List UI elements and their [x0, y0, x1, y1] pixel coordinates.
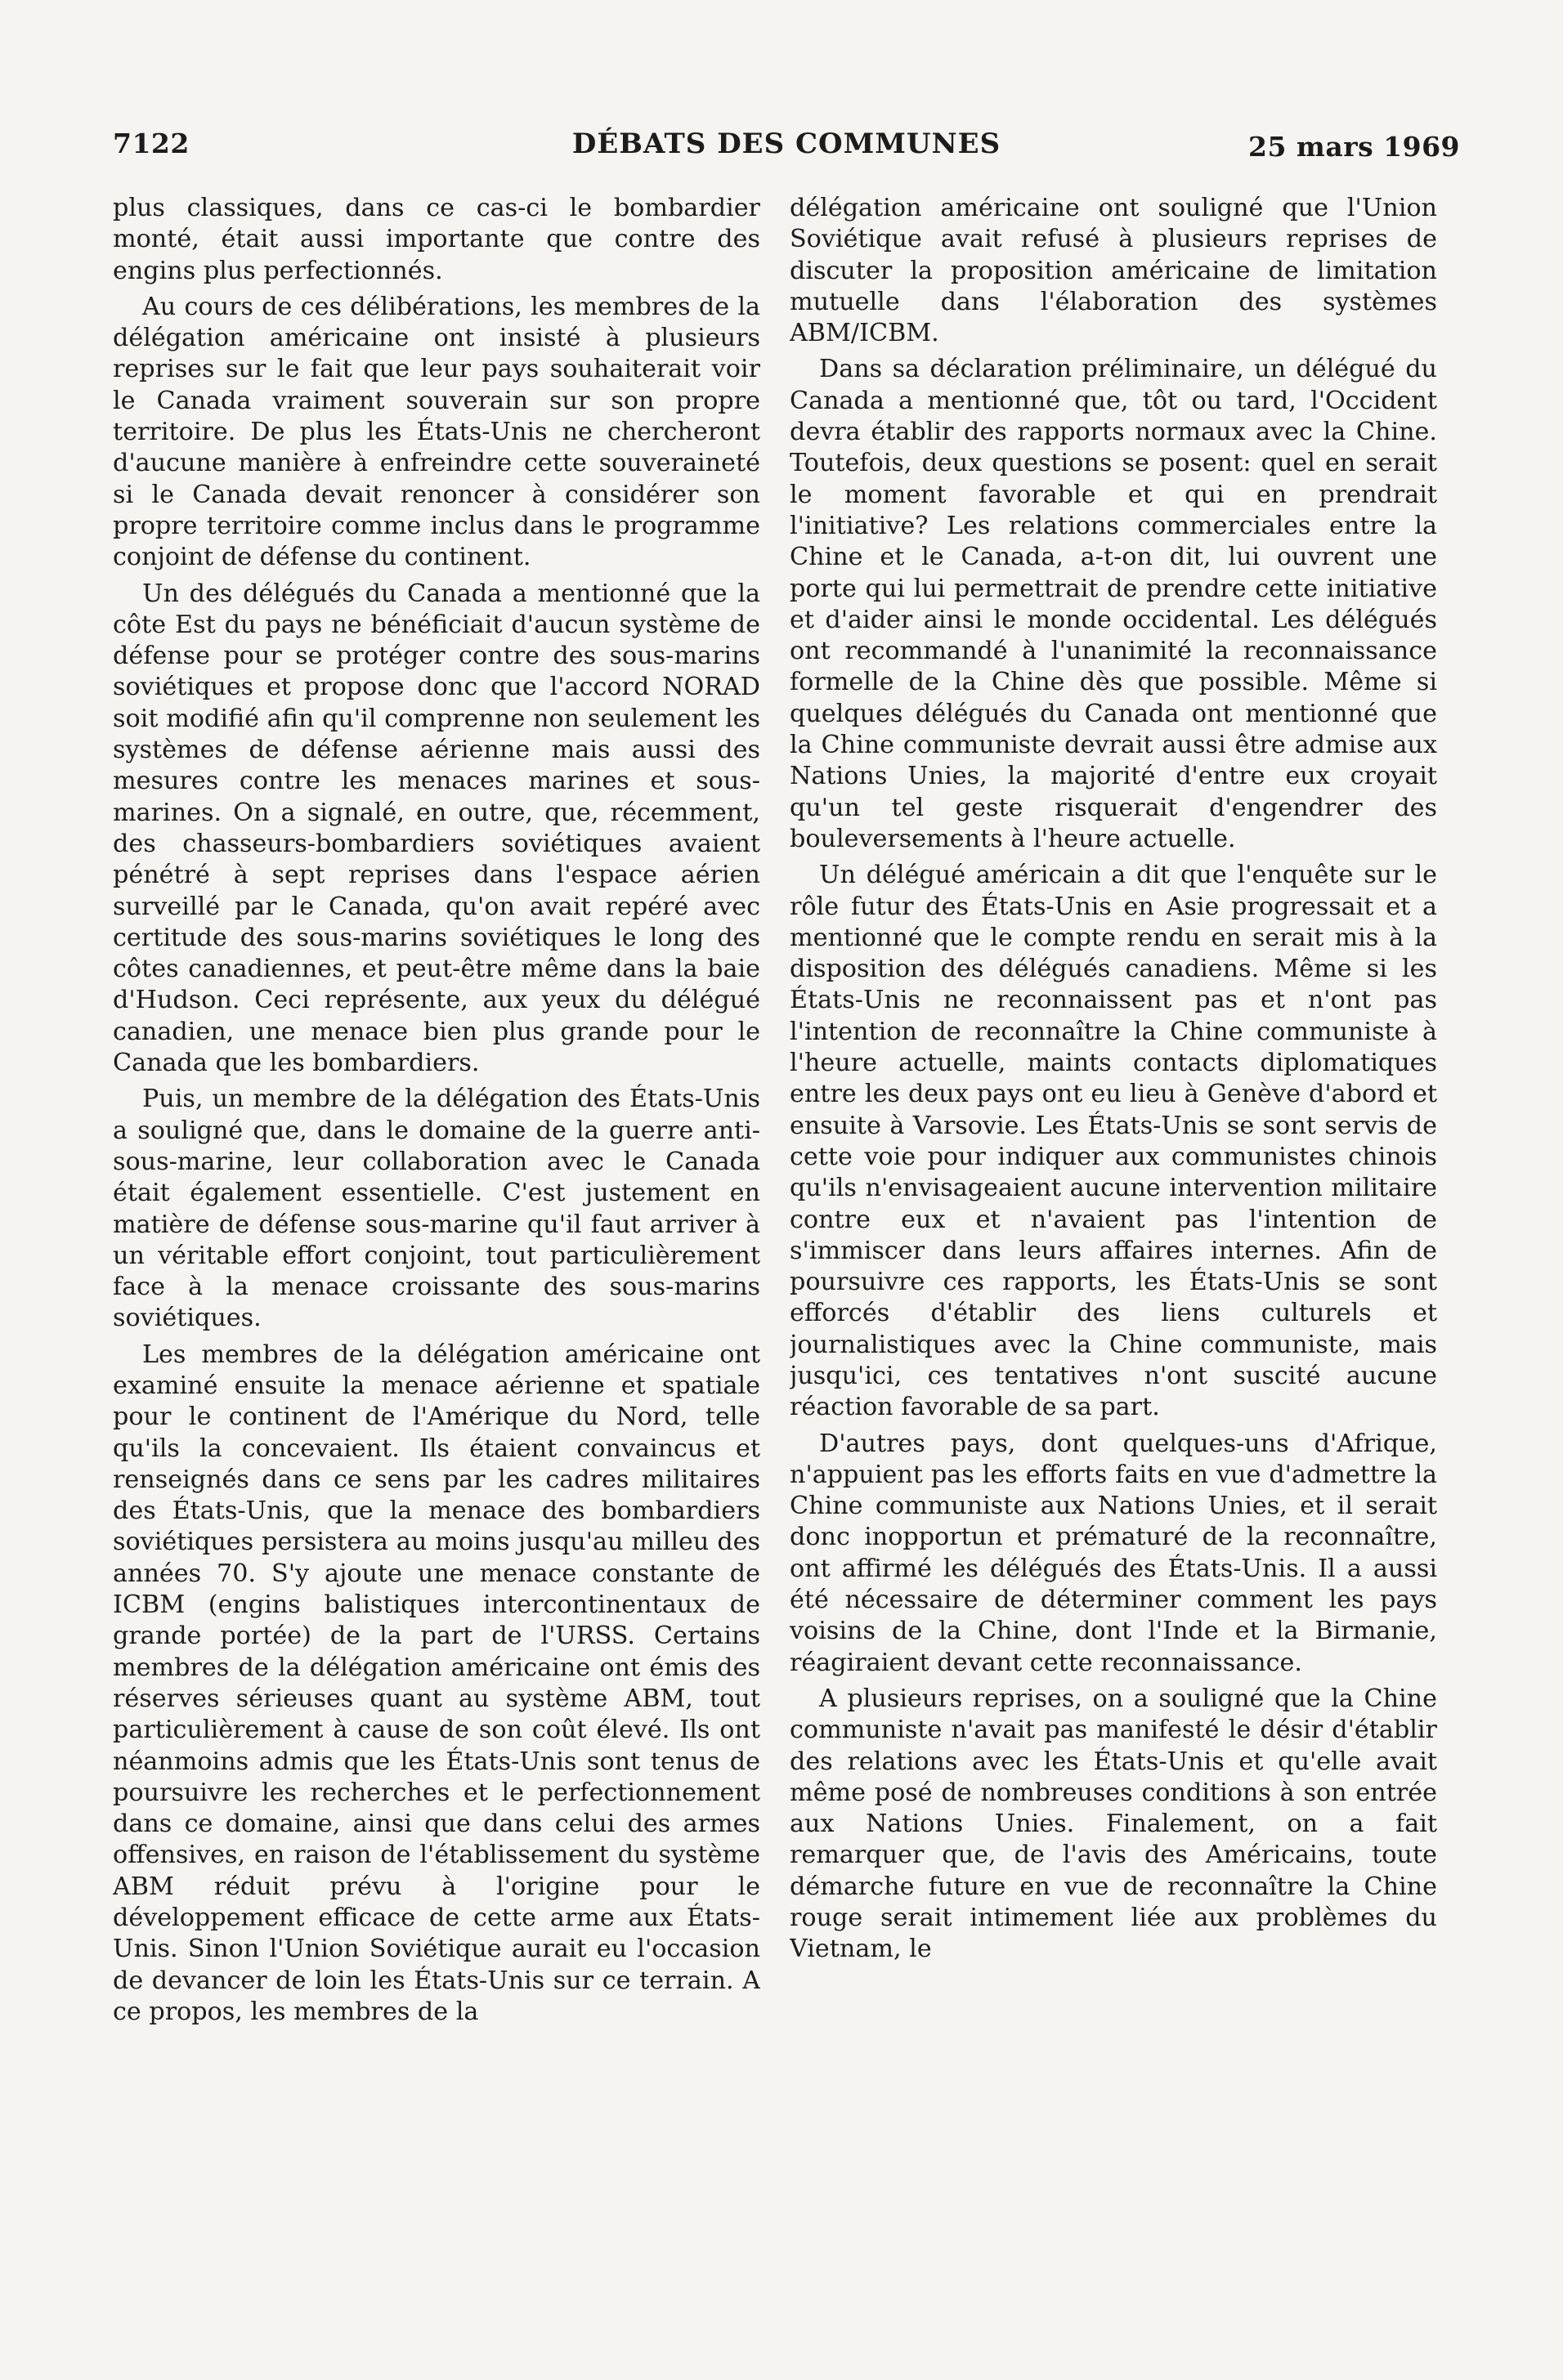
paragraph: Puis, un membre de la délégation des États-Unis a souligné que, dans le domaine de la guerre anti-sous-marine, leur collaboration avec le Canada était également essentielle. C'est justement en matière de défense sous-marine qu'il faut arriver à un véritable effort conjoint, tout particulièrement face à la menace croissante des sous-marins soviétiques.	[113, 1085, 760, 1333]
running-header	[113, 123, 1460, 163]
paragraph: Les membres de la délégation américaine ont examiné ensuite la menace aérienne et spatiale pour le continent de l'Amérique du Nord, telle qu'ils la concevaient. Ils étaient convaincus et renseignés dans ce sens par les cadres militaires des États-Unis, que la menace des bombardiers soviétiques persistera au moins jusqu'au milleu des années 70. S'y ajoute une menace constante de ICBM (engins balistiques intercontinentaux de grande portée) de la part de l'URSS. Certains membres de la délégation américaine ont émis des réserves sérieuses quant au système ABM, tout particulièrement à cause de son coût élevé. Ils ont néanmoins admis que les États-Unis sont tenus de poursuivre les recherches et le perfectionnement dans ce domaine, ainsi que dans celui des armes offensives, en raison de l'établissement du système ABM réduit prévu à l'origine pour le développement efficace de cette arme aux États-Unis. Sinon l'Union Soviétique aurait eu l'occasion de devancer de loin les États-Unis sur ce terrain. A ce propos, les membres de la	[113, 1340, 760, 2026]
page-number: 7122	[113, 128, 190, 159]
paragraph: délégation américaine ont souligné que l'Union Soviétique avait refusé à plusieurs reprises de discuter la proposition américaine de limitation mutuelle dans l'élaboration des systèmes ABM/ICBM.	[790, 194, 1437, 348]
paragraph: A plusieurs reprises, on a souligné que la Chine communiste n'avait pas manifesté le désir d'établir des relations avec les États-Unis et qu'elle avait même posé de nombreuses conditions à son entrée aux Nations Unies. Finalement, on a fait remarquer que, de l'avis des Américains, toute démarche future en vue de reconnaître la Chine rouge serait intimement liée aux problèmes du Vietnam, le	[790, 1684, 1437, 1964]
paragraph: Au cours de ces délibérations, les membres de la délégation américaine ont insisté à plusieurs reprises sur le fait que leur pays souhaiterait voir le Canada vraiment souverain sur son propre territoire. De plus les États-Unis ne chercheront d'aucune manière à enfreindre cette souveraineté si le Canada devait renoncer à considérer son propre territoire comme inclus dans le programme conjoint de défense du continent.	[113, 292, 760, 572]
paragraph: Dans sa déclaration préliminaire, un délégué du Canada a mentionné que, tôt ou tard, l'Occident devra établir des rapports normaux avec la Chine. Toutefois, deux questions se posent: quel en serait le moment favorable et qui en prendrait l'initiative? Les relations commerciales entre la Chine et le Canada, a-t-on dit, lui ouvrent une porte qui lui permettrait de prendre cette initiative et d'aider ainsi le monde occidental. Les délégués ont recommandé à l'unanimité la reconnaissance formelle de la Chine dès que possible. Même si quelques délégués du Canada ont mentionné que la Chine communiste devrait aussi être admise aux Nations Unies, la majorité d'entre eux croyait qu'un tel geste risquerait d'engendrer des bouleversements à l'heure actuelle.	[790, 355, 1437, 853]
issue-date: 25 mars 1969	[1247, 131, 1460, 163]
paragraph: Un des délégués du Canada a mentionné que la côte Est du pays ne bénéficiait d'aucun système de défense pour se protéger contre des sous-marins soviétiques et propose donc que l'accord NORAD soit modifié afin qu'il comprenne non seulement les systèmes de défense aérienne mais aussi des mesures contre les menaces marines et sous-marines. On a signalé, en outre, que, récemment, des chasseurs-bombardiers soviétiques avaient pénétré à sept reprises dans l'espace aérien surveillé par le Canada, qu'on avait repéré avec certitude des sous-marins soviétiques le long des côtes canadiennes, et peut-être même dans la baie d'Hudson. Ceci représente, aux yeux du délégué canadien, une menace bien plus grande pour le Canada que les bombardiers.	[113, 579, 760, 1078]
left-column	[113, 193, 760, 2318]
right-column	[790, 193, 1437, 2318]
journal-title: DÉBATS DES COMMUNES	[571, 128, 1001, 160]
paragraph: D'autres pays, dont quelques-uns d'Afrique, n'appuient pas les efforts faits en vue d'admettre la Chine communiste aux Nations Unies, et il serait donc inopportun et prématuré de la reconnaître, ont affirmé les délégués des États-Unis. Il a aussi été nécessaire de déterminer comment les pays voisins de la Chine, dont l'Inde et la Birmanie, réagiraient devant cette reconnaissance.	[790, 1429, 1437, 1677]
paragraph: plus classiques, dans ce cas-ci le bombardier monté, était aussi importante que contre des engins plus perfectionnés.	[113, 194, 760, 285]
paragraph: Un délégué américain a dit que l'enquête sur le rôle futur des États-Unis en Asie progressait et a mentionné que le compte rendu en serait mis à la disposition des délégués canadiens. Même si les États-Unis ne reconnaissent pas et n'ont pas l'intention de reconnaître la Chine communiste à l'heure actuelle, maints contacts diplomatiques entre les deux pays ont eu lieu à Genève d'abord et ensuite à Varsovie. Les États-Unis se sont servis de cette voie pour indiquer aux communistes chinois qu'ils n'envisageaient aucune intervention militaire contre eux et n'avaient pas l'intention de s'immiscer dans leurs affaires internes. Afin de poursuivre ces rapports, les États-Unis se sont efforcés d'établir des liens culturels et journalistiques avec la Chine communiste, mais jusqu'ici, ces tentatives n'ont suscité aucune réaction favorable de sa part.	[790, 861, 1437, 1422]
